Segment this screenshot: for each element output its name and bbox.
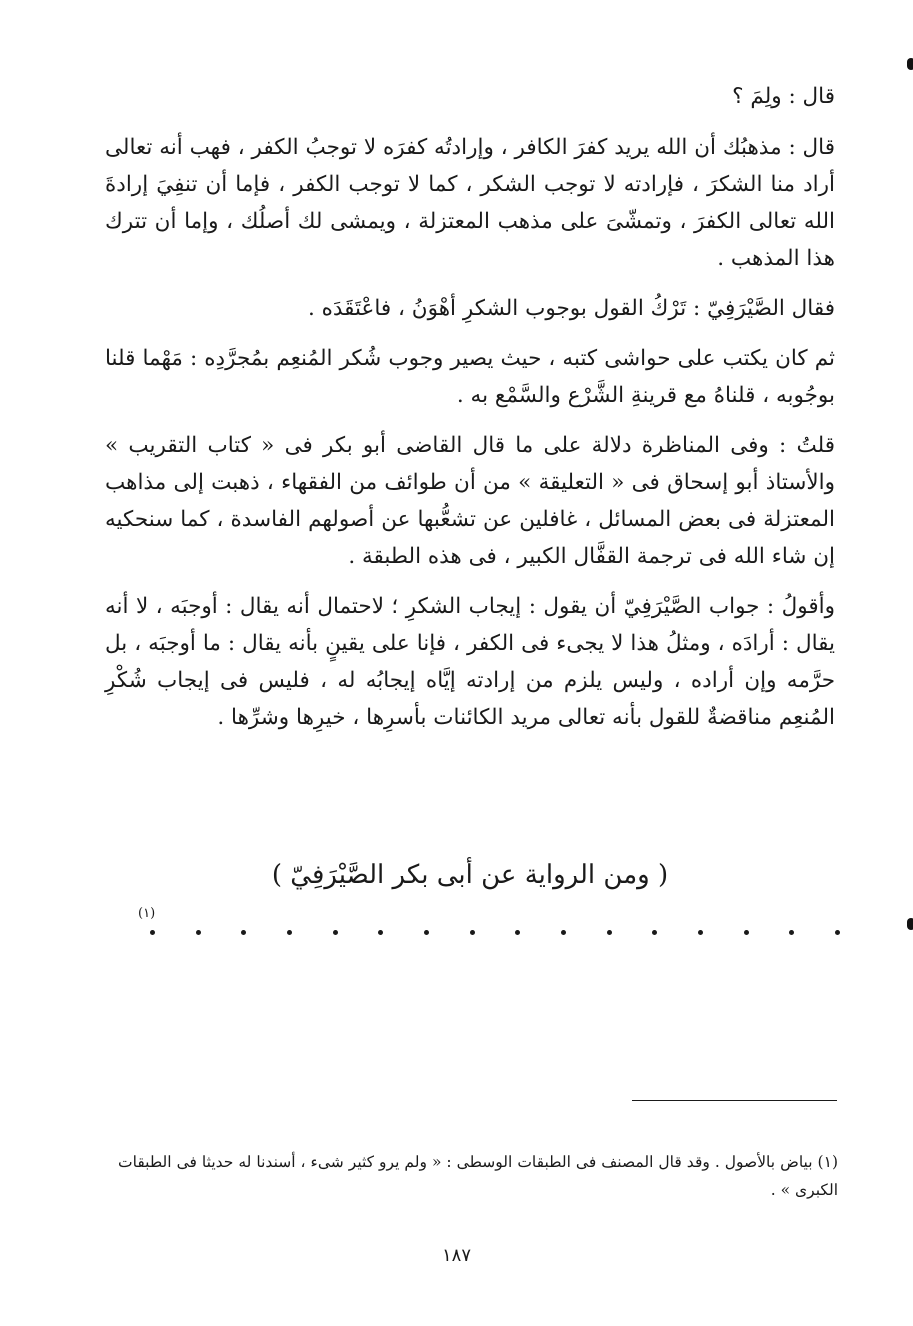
dot [378,930,383,935]
paragraph-6: وأقولُ : جواب الصَّيْرَفِيّ أن يقول : إيجاب الشكرِ ؛ لاحتمال أنه يقال : أوجبَه ، لا أنه يقال : أرادَه ، ومثلُ هذا لا يجىء فى الكفر ، فإنا على يقينٍ بأنه يقال : ما أوجبَه ، بل حرَّمه وإن أراده ، وليس يلزم من إرادته إيَّاه إيجابُه له ، فليس فى إيجاب شُكْرِ المُنعِم مناقضةٌ للقول بأنه تعالى مريد الكائنات بأسرِها ، خيرِها وشرِّها . [105,594,835,730]
dot [789,930,794,935]
dot [698,930,703,935]
dot [196,930,201,935]
main-text [105,78,835,749]
dot [561,930,566,935]
paragraph-4: ثم كان يكتب على حواشى كتبه ، حيث يصير وجوب شُكر المُنعِم بمُجرَّدِه : مَهْما قلنا بوجُوبه ، قلناهُ مع قرينةِ الشَّرْع والسَّمْع به . [105,346,835,408]
binding-mark-top [907,58,913,70]
ellipsis-dots [150,922,840,942]
footnote-divider [632,1100,837,1101]
paragraph-3: فقال الصَّيْرَفِيّ : تَرْكُ القول بوجوب الشكرِ أهْوَنُ ، فاعْتَقَدَه . [307,296,835,321]
paragraph-1: قال : ولِمَ ؟ [732,84,835,109]
dot [835,930,840,935]
dot [424,930,429,935]
section-heading: ( ومن الرواية عن أبى بكر الصَّيْرَفِيّ ) [271,860,669,890]
dot [150,930,155,935]
dots-footnote-marker: (١) [138,906,156,921]
dot [333,930,338,935]
dot [607,930,612,935]
binding-mark-bottom [907,918,913,930]
dot [241,930,246,935]
dot [744,930,749,935]
paragraph-2: قال : مذهبُك أن الله يريد كفرَ الكافر ، وإرادتُه كفرَه لا توجبُ الكفر ، فهب أنه تعالى أراد منا الشكرَ ، فإرادته لا توجب الشكر ، كما لا توجب الكفر ، فإما أن تنفِيَ إرادةَ الله تعالى الكفرَ ، وتمشّىَ على مذهب المعتزلة ، ويمشى لك أصلُك ، وإما أن تترك هذا المذهب . [105,135,835,271]
footnote: (١) بياض بالأصول . وقد قال المصنف فى الطبقات الوسطى : « ولم يرو كثير شىء ، أسندنا له حديثا فى الطبقات الكبرى » . [118,1153,838,1199]
paragraph-5: قلتُ : وفى المناظرة دلالة على ما قال القاضى أبو بكر فى « كتاب التقريب » والأستاذ أبو إسحاق فى « التعليقة » من أن طوائف من الفقهاء ، ذهبت إلى مذاهب المعتزلة فى بعض المسائل ، غافلين عن تشعُّبها عن أصولهم الفاسدة ، كما سنحكيه إن شاء الله فى ترجمة القفَّال الكبير ، فى هذه الطبقة . [105,433,835,569]
dot [287,930,292,935]
dot [515,930,520,935]
dot [470,930,475,935]
dot [652,930,657,935]
page-number: ١٨٧ [441,1245,471,1266]
